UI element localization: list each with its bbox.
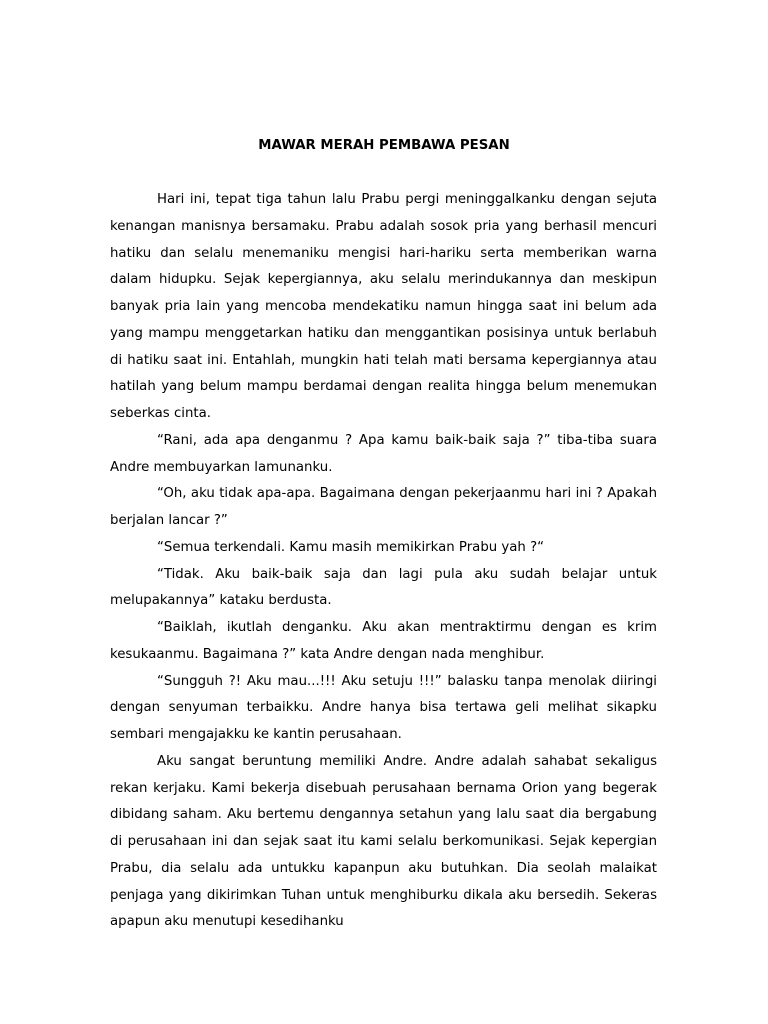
paragraph-andre-invite: “Baiklah, ikutlah denganku. Aku akan mentraktirmu dengan es krim kesukaanmu. Bagaimana ?” kata Andre dengan nada menghibur.: [110, 620, 657, 662]
paragraph-andre-friendship: Aku sangat beruntung memiliki Andre. Andre adalah sahabat sekaligus rekan kerjaku. Kami bekerja disebuah perusahaan bernama Orion yang begerak dibidang saham. Aku bertemu dengannya setahun yang lalu saat dia bergabung di perusahaan ini dan sejak saat itu kami selalu berkomunikasi. Sejak kepergian Prabu, dia selalu ada untukku kapanpun aku butuhkan. Dia seolah malaikat penjaga yang dikirimkan Tuhan untuk menghiburku dikala aku bersedih. Sekeras apapun aku menutupi kesedihanku: [110, 753, 657, 930]
paragraph-andre-question: “Rani, ada apa denganmu ? Apa kamu baik-baik saja ?” tiba-tiba suara Andre membuyarkan lamunanku.: [110, 432, 657, 475]
paragraph-andre-prabu: “Semua terkendali. Kamu masih memikirkan Prabu yah ?“: [157, 539, 545, 555]
document-title: MAWAR MERAH PEMBAWA PESAN: [258, 138, 510, 153]
paragraph-rani-denial: “Tidak. Aku baik-baik saja dan lagi pula aku sudah belajar untuk melupakannya” kataku berdusta.: [110, 566, 657, 609]
paragraph-rani-agree: “Sungguh ?! Aku mau...!!! Aku setuju !!!” balasku tanpa menolak diiringi dengan senyuman terbaikku. Andre hanya bisa tertawa geli melihat sikapku sembari mengajakku ke kantin perusahaan.: [110, 673, 657, 742]
paragraph-rani-reply: “Oh, aku tidak apa-apa. Bagaimana dengan pekerjaanmu hari ini ? Apakah berjalan lancar ?”: [110, 486, 657, 528]
paragraph-opening: Hari ini, tepat tiga tahun lalu Prabu pergi meninggalkanku dengan sejuta kenangan manisnya bersamaku. Prabu adalah sosok pria yang berhasil mencuri hatiku dan selalu menemaniku mengisi hari-hariku serta memberikan warna dalam hidupku. Sejak kepergiannya, aku selalu merindukannya dan meskipun banyak pria lain yang mencoba mendekatiku namun hingga saat ini belum ada yang mampu menggetarkan hatiku dan menggantikan posisinya untuk berlabuh di hatiku saat ini. Entahlah, mungkin hati telah mati bersama kepergiannya atau hatilah yang belum mampu berdamai dengan realita hingga belum menemukan seberkas cinta.: [110, 192, 657, 421]
document-body: [110, 187, 657, 936]
